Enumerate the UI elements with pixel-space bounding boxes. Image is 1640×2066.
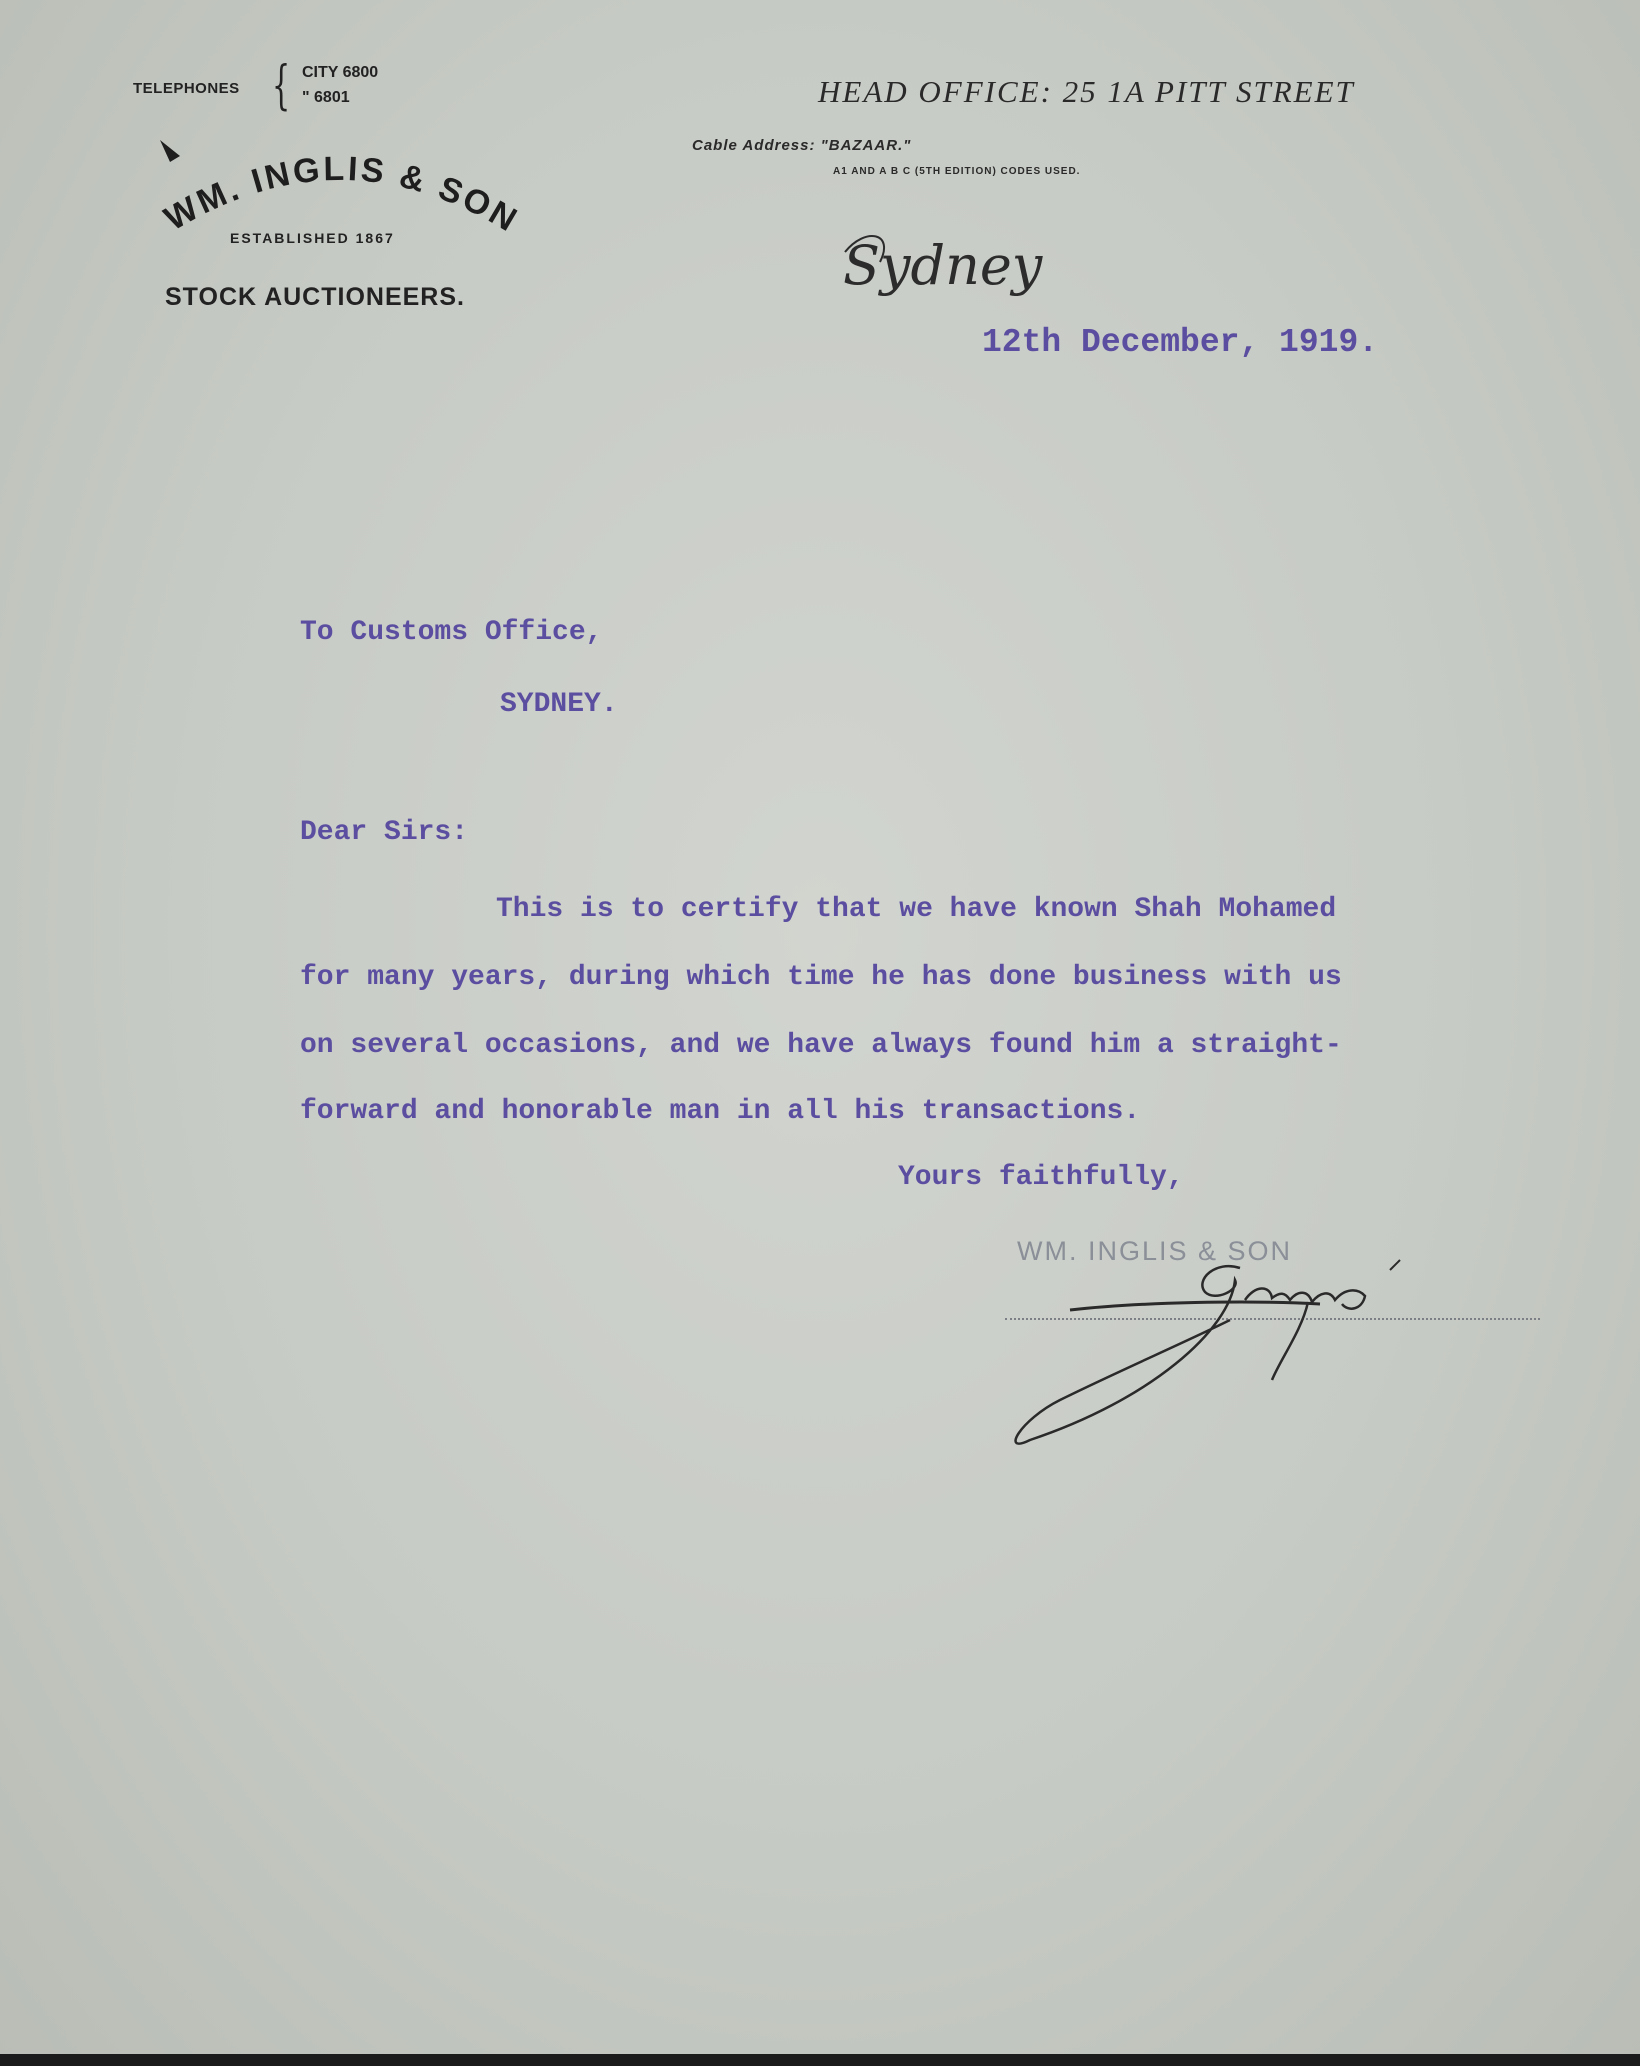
- recipient-line-1: To Customs Office,: [300, 617, 603, 648]
- place-script: [835, 222, 1095, 322]
- codes-used: A1 AND A B C (5TH EDITION) CODES USED.: [833, 166, 1081, 177]
- cable-address: Cable Address: "BAZAAR.": [692, 137, 912, 154]
- firm-name-text: WM. INGLIS & SON: [158, 149, 526, 241]
- established-text: ESTABLISHED 1867: [230, 230, 395, 246]
- body-line-4: forward and honorable man in all his transactions.: [300, 1096, 1141, 1127]
- business-type: STOCK AUCTIONEERS.: [165, 283, 465, 311]
- letter-date: 12th December, 1919.: [982, 324, 1379, 361]
- telephones-label: TELEPHONES: [133, 80, 240, 97]
- signature-stamp: WM. INGLIS & SON: [1017, 1236, 1293, 1266]
- body-line-2: for many years, during which time he has done business with us: [300, 962, 1342, 993]
- handwritten-signature: [990, 1230, 1450, 1470]
- closing: Yours faithfully,: [898, 1162, 1184, 1193]
- arrow-ornament-icon: [160, 140, 180, 162]
- telephone-number-2: " 6801: [302, 89, 350, 106]
- scan-bottom-edge: [0, 2054, 1640, 2066]
- telephone-brace: {: [272, 56, 291, 116]
- place-text: Sydney: [843, 234, 1043, 297]
- body-line-3: on several occasions, and we have always found him a straight-: [300, 1030, 1342, 1061]
- head-office-address: HEAD OFFICE: 25 1A PITT STREET: [818, 74, 1355, 109]
- salutation: Dear Sirs:: [300, 817, 469, 848]
- recipient-line-2: SYDNEY.: [500, 689, 618, 720]
- body-line-1: This is to certify that we have known Shah Mohamed: [496, 894, 1337, 925]
- telephone-number-1: CITY 6800: [302, 64, 379, 81]
- svg-text:WM. INGLIS & SON: [158, 150, 525, 240]
